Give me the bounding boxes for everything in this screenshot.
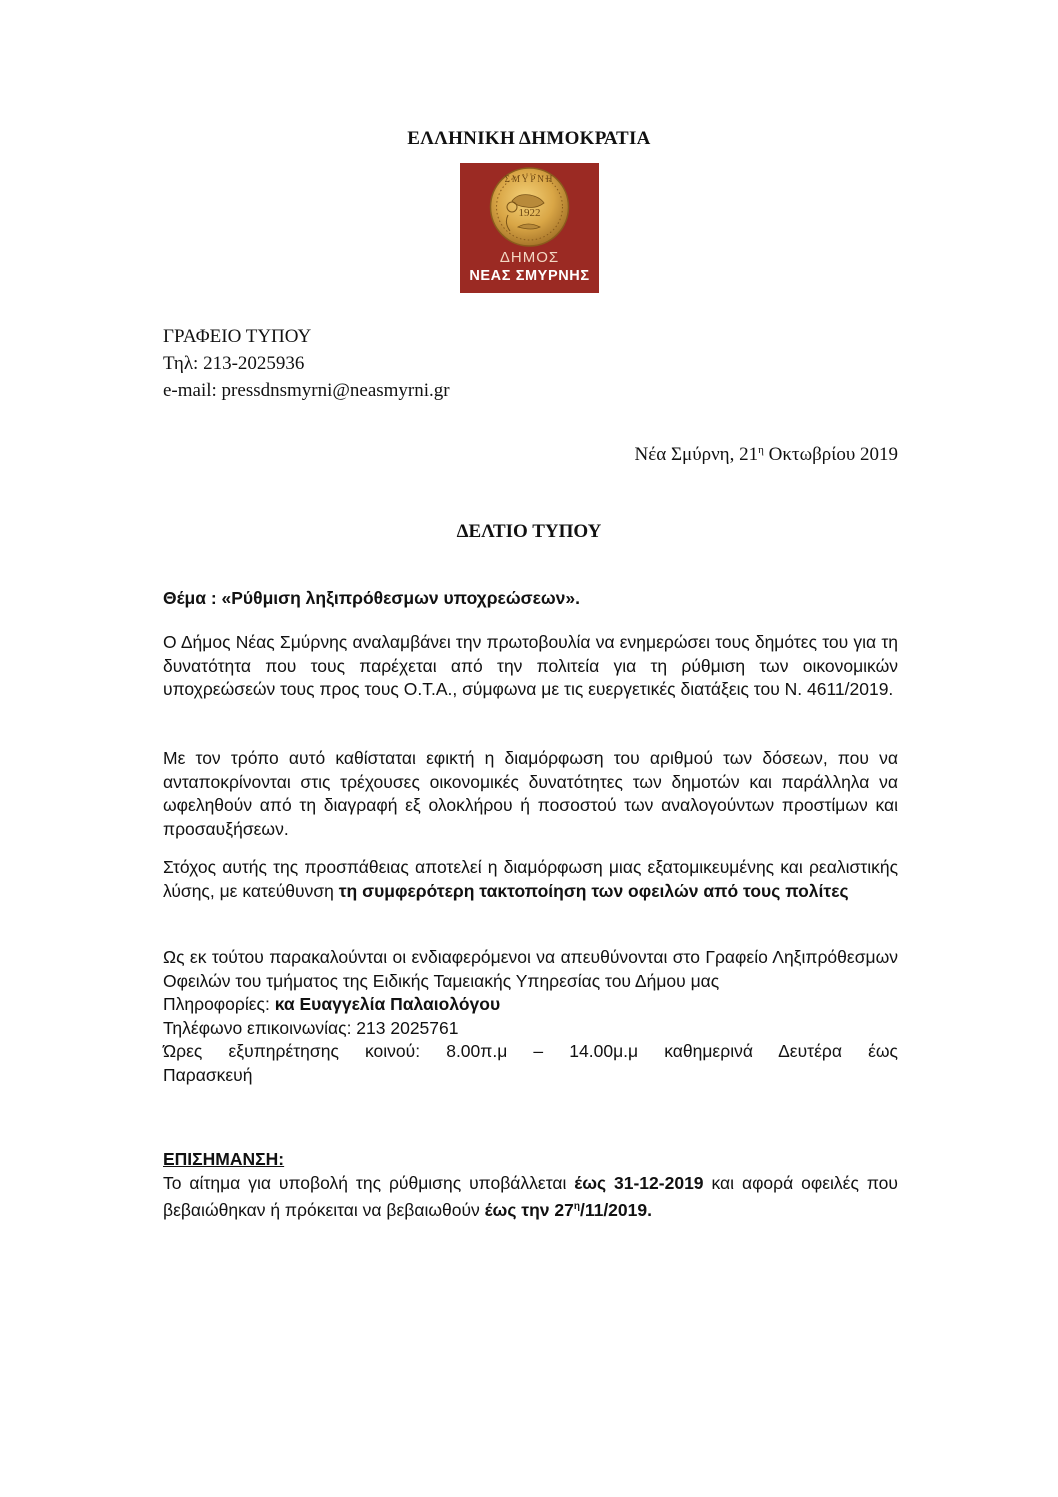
contact-info-line bbox=[163, 993, 898, 1017]
contact-paragraph bbox=[163, 946, 898, 1087]
contact-phone: Τηλέφωνο επικοινωνίας: 213 2025761 bbox=[163, 1017, 459, 1038]
republic-heading: ΕΛΛΗΝΙΚΗ ΔΗΜΟΚΡΑΤΙΑ bbox=[407, 128, 651, 149]
press-office-block bbox=[163, 323, 450, 404]
notice-part-1: Το αίτημα για υποβολή της ρύθμισης υποβάλλεται bbox=[163, 1172, 575, 1193]
contact-hours: Ώρες εξυπηρέτησης κοινού: 8.00π.μ – 14.00μ.μ καθημερινά Δευτέρα έως bbox=[163, 1041, 898, 1061]
contact-info-name: κα Ευαγγελία Παλαιολόγου bbox=[274, 994, 501, 1014]
paragraph-4: Ως εκ τούτου παρακαλούνται οι ενδιαφερόμενοι να απευθύνονται στο Γραφείο Ληξιπρόθεσμων Οφειλών του τμήματος της Ειδικής Ταμειακής Υπηρεσίας του Δήμου μας bbox=[163, 947, 898, 991]
paragraph-2: Με τον τρόπο αυτό καθίσταται εφικτή η διαμόρφωση του αριθμού των δόσεων, που να ανταποκρίνονται στις τρέχουσες οικονομικές δυνατότητες των δημοτών και παράλληλα να ωφεληθούν από τη διαγραφή εξ ολοκλήρου ή ποσοστού των αναλογούντων προστίμων και προσαυξήσεων. bbox=[163, 748, 898, 839]
notice-block bbox=[163, 1148, 898, 1223]
date-ordinal: η bbox=[758, 444, 764, 456]
seal-text: ΣΜΥΡΝΗ bbox=[504, 174, 555, 184]
date-rest: Οκτωβρίου 2019 bbox=[763, 444, 898, 465]
paragraph-3-text: Στόχος αυτής της προσπάθειας αποτελεί η διαμόρφωση μιας εξατομικευμένης και ρεαλιστικής λύσης, με κατεύθυνση bbox=[163, 857, 898, 901]
paragraph-3 bbox=[163, 856, 898, 903]
office-phone: Τηλ: 213-2025936 bbox=[163, 353, 305, 374]
municipality-logo bbox=[460, 163, 599, 293]
subject-line: Θέμα : «Ρύθμιση ληξιπρόθεσμων υποχρεώσεων». bbox=[163, 588, 581, 608]
office-name: ΓΡΑΦΕΙΟ ΤΥΠΟΥ bbox=[163, 326, 312, 347]
notice-cutoff: έως την 27 bbox=[484, 1200, 574, 1220]
contact-info-label: Πληροφορίες: bbox=[163, 994, 275, 1014]
logo-dimos-text: ΔΗΜΟΣ bbox=[499, 249, 560, 266]
seal-year: 1922 bbox=[518, 207, 541, 219]
notice-heading: ΕΠΙΣΗΜΑΝΣΗ: bbox=[163, 1149, 285, 1169]
notice-part-2: και αφορά οφειλές που βεβαιώθηκαν ή πρόκειται να βεβαιωθούν bbox=[163, 1172, 898, 1220]
paragraph-3-bold: τη συμφερότερη τακτοποίηση των οφειλών από τους πολίτες bbox=[338, 880, 849, 901]
notice-cutoff-ordinal: η bbox=[573, 1201, 580, 1212]
date-prefix: Νέα Σμύρνη, 21 bbox=[634, 444, 759, 465]
notice-cutoff-date: /11/2019. bbox=[579, 1200, 652, 1220]
paragraph-1: Ο Δήμος Νέας Σμύρνης αναλαμβάνει την πρωτοβουλία να ενημερώσει τους δημότες του για τη δυνατότητα που τους παρέχεται από την πολιτεία για τη ρύθμιση των οικονομικών υποχρεώσεών τους προς τους Ο.Τ.Α., σύμφωνα με τις ευεργετικές διατάξεις του Ν. 4611/2019. bbox=[163, 632, 898, 699]
seal-coin-icon bbox=[460, 163, 599, 253]
office-email[interactable]: e-mail: pressdnsmyrni@neasmyrni.gr bbox=[163, 380, 450, 401]
notice-deadline: έως 31-12-2019 bbox=[574, 1172, 704, 1193]
document-date bbox=[635, 444, 898, 466]
notice-text bbox=[163, 1172, 898, 1223]
logo-municipality-name: ΝΕΑΣ ΣΜΥΡΝΗΣ bbox=[469, 268, 590, 284]
contact-hours-end: Παρασκευή bbox=[163, 1064, 253, 1085]
press-release-title: ΔΕΛΤΙΟ ΤΥΠΟΥ bbox=[456, 521, 602, 542]
